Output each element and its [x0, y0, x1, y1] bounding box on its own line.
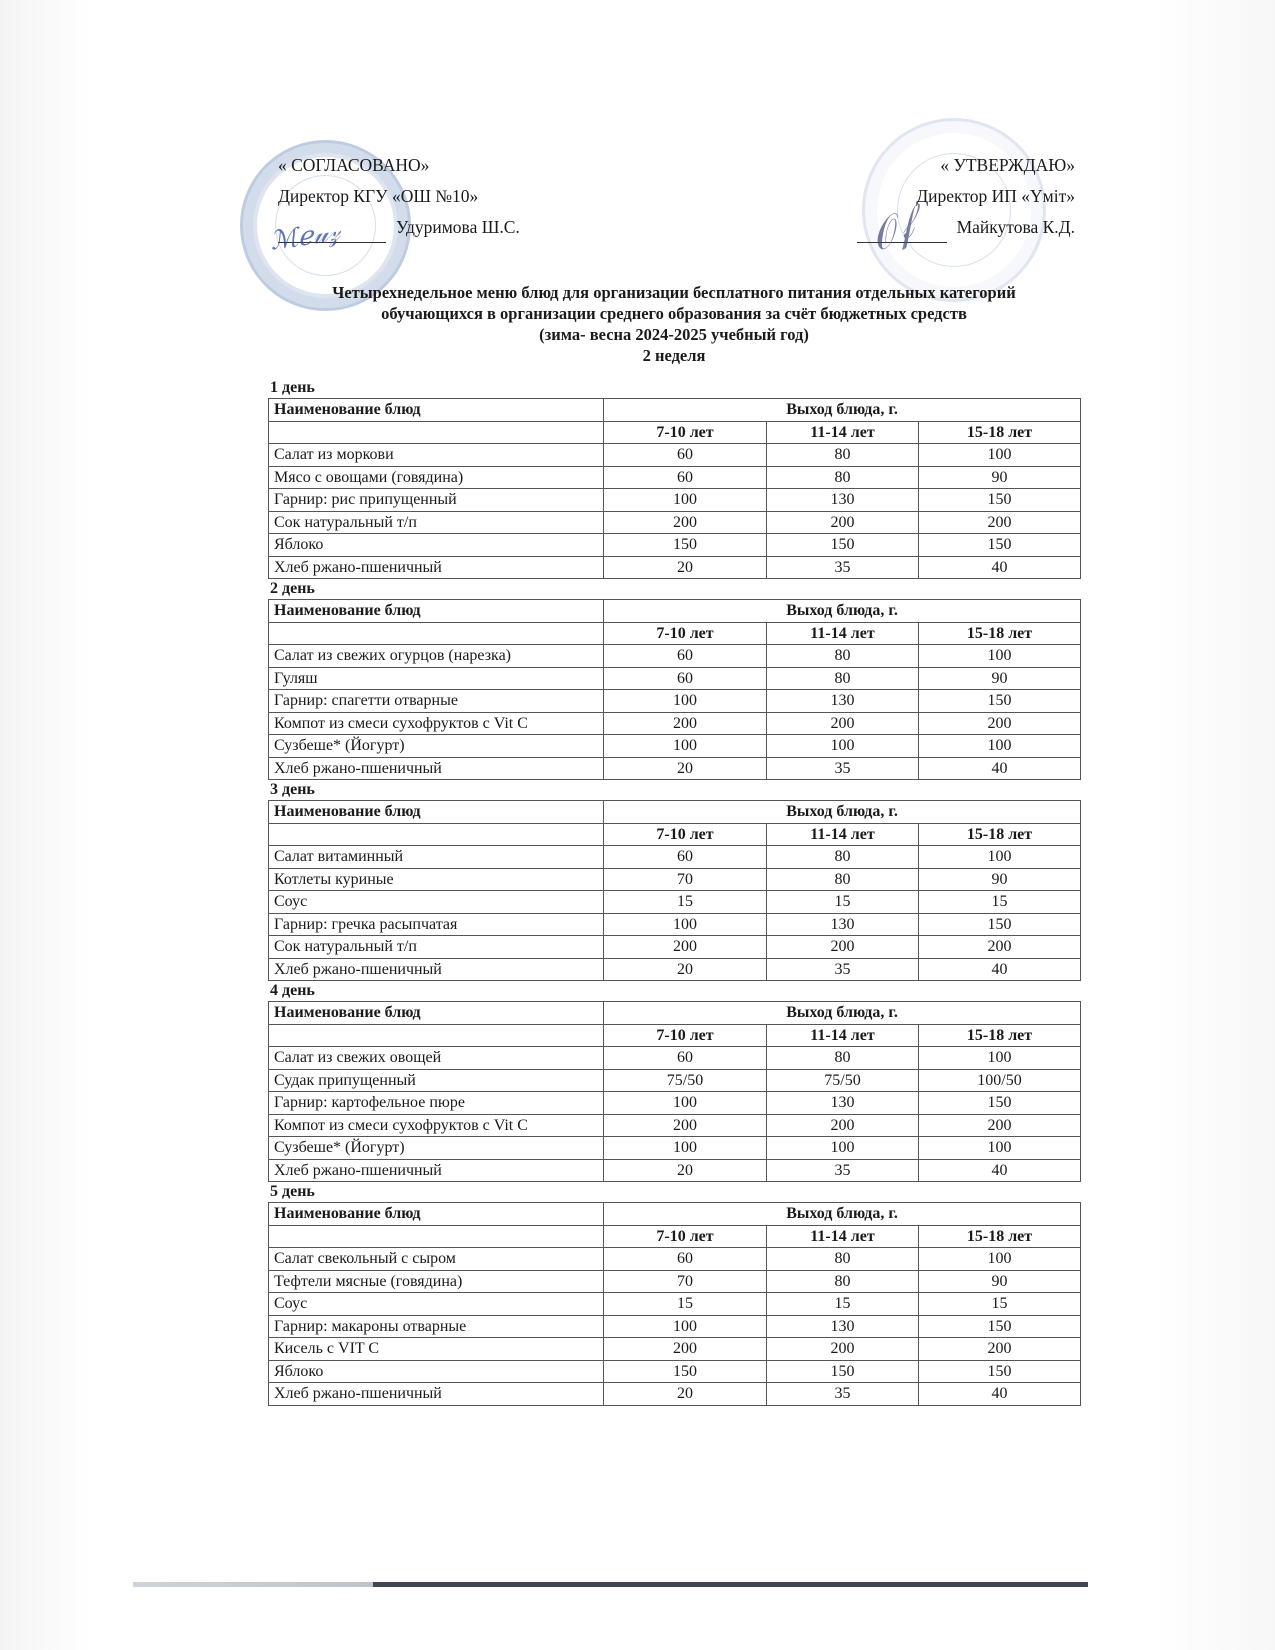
- table-row: [269, 1315, 1081, 1338]
- title-line-3: (зима- весна 2024-2025 учебный год): [539, 325, 809, 344]
- header-empty: [269, 1024, 604, 1047]
- dish-name-cell: Гарнир: рис припущенный: [269, 489, 604, 512]
- dish-name-cell: Сузбеше* (Йогурт): [269, 1137, 604, 1160]
- portion-15-18-cell: 40: [919, 1159, 1081, 1182]
- dish-name-cell: Тефтели мясные (говядина): [269, 1270, 604, 1293]
- portion-15-18-cell: 90: [919, 466, 1081, 489]
- portion-15-18-cell: 200: [919, 1114, 1081, 1137]
- table-row: [269, 690, 1081, 713]
- table-row: [269, 1383, 1081, 1406]
- header-dish-name: Наименование блюд: [269, 1002, 604, 1025]
- menu-content: [268, 378, 1080, 1406]
- dish-name-cell: Мясо с овощами (говядина): [269, 466, 604, 489]
- portion-15-18-cell: 100: [919, 645, 1081, 668]
- portion-11-14-cell: 80: [767, 846, 919, 869]
- table-header-row: [269, 801, 1081, 824]
- approval-name: Удуримова Ш.С.: [396, 217, 520, 237]
- portion-11-14-cell: 100: [767, 735, 919, 758]
- portion-15-18-cell: 100: [919, 1248, 1081, 1271]
- dish-name-cell: Котлеты куриные: [269, 868, 604, 891]
- approval-name: Майкутова К.Д.: [956, 217, 1075, 237]
- portion-7-10-cell: 100: [604, 1315, 767, 1338]
- dish-name-cell: Кисель с VIT C: [269, 1338, 604, 1361]
- header-age-7-10: 7-10 лет: [604, 823, 767, 846]
- portion-11-14-cell: 80: [767, 868, 919, 891]
- header-age-7-10: 7-10 лет: [604, 1024, 767, 1047]
- header-age-11-14: 11-14 лет: [767, 622, 919, 645]
- portion-15-18-cell: 40: [919, 958, 1081, 981]
- portion-7-10-cell: 20: [604, 1159, 767, 1182]
- portion-11-14-cell: 200: [767, 1114, 919, 1137]
- portion-15-18-cell: 150: [919, 1092, 1081, 1115]
- header-dish-name: Наименование блюд: [269, 399, 604, 422]
- header-empty: [269, 421, 604, 444]
- header-age-15-18: 15-18 лет: [919, 1225, 1081, 1248]
- portion-7-10-cell: 100: [604, 1137, 767, 1160]
- approval-position: Директор ИП «Үміт»: [916, 186, 1075, 206]
- portion-15-18-cell: 150: [919, 1360, 1081, 1383]
- portion-11-14-cell: 80: [767, 444, 919, 467]
- table-row: [269, 735, 1081, 758]
- portion-15-18-cell: 150: [919, 534, 1081, 557]
- dish-name-cell: Гуляш: [269, 667, 604, 690]
- portion-11-14-cell: 35: [767, 556, 919, 579]
- portion-15-18-cell: 90: [919, 1270, 1081, 1293]
- portion-15-18-cell: 200: [919, 712, 1081, 735]
- portion-15-18-cell: 150: [919, 913, 1081, 936]
- portion-7-10-cell: 20: [604, 556, 767, 579]
- table-row: [269, 645, 1081, 668]
- portion-15-18-cell: 40: [919, 556, 1081, 579]
- header-age-15-18: 15-18 лет: [919, 421, 1081, 444]
- table-row: [269, 1293, 1081, 1316]
- table-row: [269, 534, 1081, 557]
- title-line-1: Четырехнедельное меню блюд для организации бесплатного питания отдельных категорий: [332, 283, 1016, 302]
- header-output: Выход блюда, г.: [604, 1203, 1081, 1226]
- dish-name-cell: Судак припущенный: [269, 1069, 604, 1092]
- header-age-7-10: 7-10 лет: [604, 622, 767, 645]
- portion-15-18-cell: 150: [919, 489, 1081, 512]
- table-row: [269, 868, 1081, 891]
- portion-15-18-cell: 100: [919, 735, 1081, 758]
- portion-7-10-cell: 60: [604, 846, 767, 869]
- portion-11-14-cell: 130: [767, 489, 919, 512]
- table-row: [269, 891, 1081, 914]
- dish-name-cell: Соус: [269, 891, 604, 914]
- portion-7-10-cell: 20: [604, 1383, 767, 1406]
- table-row: [269, 1360, 1081, 1383]
- table-subheader-row: [269, 1225, 1081, 1248]
- signature-icon: 𝒪𝒻: [862, 201, 921, 261]
- portion-15-18-cell: 150: [919, 1315, 1081, 1338]
- portion-11-14-cell: 200: [767, 712, 919, 735]
- dish-name-cell: Хлеб ржано-пшеничный: [269, 757, 604, 780]
- portion-15-18-cell: 90: [919, 667, 1081, 690]
- header-dish-name: Наименование блюд: [269, 801, 604, 824]
- header-empty: [269, 1225, 604, 1248]
- day-label: 2 день: [270, 580, 315, 597]
- scan-edge-divider: [133, 1582, 1088, 1587]
- portion-11-14-cell: 130: [767, 913, 919, 936]
- table-row: [269, 1114, 1081, 1137]
- portion-7-10-cell: 100: [604, 913, 767, 936]
- dish-name-cell: Хлеб ржано-пшеничный: [269, 556, 604, 579]
- dish-name-cell: Гарнир: картофельное пюре: [269, 1092, 604, 1115]
- portion-15-18-cell: 100: [919, 846, 1081, 869]
- portion-11-14-cell: 80: [767, 645, 919, 668]
- table-row: [269, 1069, 1081, 1092]
- portion-11-14-cell: 130: [767, 1092, 919, 1115]
- table-row: [269, 846, 1081, 869]
- portion-15-18-cell: 90: [919, 868, 1081, 891]
- week-label: 2 неделя: [642, 346, 706, 365]
- table-row: [269, 1248, 1081, 1271]
- day-label: 1 день: [270, 379, 315, 396]
- portion-7-10-cell: 20: [604, 757, 767, 780]
- portion-11-14-cell: 15: [767, 891, 919, 914]
- day-section: [268, 378, 1080, 579]
- table-header-row: [269, 1203, 1081, 1226]
- portion-7-10-cell: 100: [604, 690, 767, 713]
- menu-table: [268, 800, 1081, 981]
- portion-11-14-cell: 75/50: [767, 1069, 919, 1092]
- portion-11-14-cell: 80: [767, 1047, 919, 1070]
- table-row: [269, 466, 1081, 489]
- portion-7-10-cell: 75/50: [604, 1069, 767, 1092]
- portion-7-10-cell: 60: [604, 444, 767, 467]
- header-dish-name: Наименование блюд: [269, 1203, 604, 1226]
- header-output: Выход блюда, г.: [604, 1002, 1081, 1025]
- portion-7-10-cell: 15: [604, 891, 767, 914]
- portion-11-14-cell: 35: [767, 757, 919, 780]
- table-row: [269, 936, 1081, 959]
- dish-name-cell: Сок натуральный т/п: [269, 936, 604, 959]
- header-age-15-18: 15-18 лет: [919, 622, 1081, 645]
- portion-7-10-cell: 20: [604, 958, 767, 981]
- portion-15-18-cell: 15: [919, 1293, 1081, 1316]
- portion-15-18-cell: 100: [919, 1047, 1081, 1070]
- header-empty: [269, 823, 604, 846]
- table-row: [269, 1047, 1081, 1070]
- table-row: [269, 757, 1081, 780]
- portion-7-10-cell: 200: [604, 511, 767, 534]
- dish-name-cell: Яблоко: [269, 1360, 604, 1383]
- portion-11-14-cell: 80: [767, 667, 919, 690]
- portion-15-18-cell: 200: [919, 511, 1081, 534]
- header-dish-name: Наименование блюд: [269, 600, 604, 623]
- portion-11-14-cell: 200: [767, 936, 919, 959]
- portion-7-10-cell: 150: [604, 534, 767, 557]
- portion-11-14-cell: 200: [767, 511, 919, 534]
- header-output: Выход блюда, г.: [604, 801, 1081, 824]
- header-age-11-14: 11-14 лет: [767, 1024, 919, 1047]
- dish-name-cell: Гарнир: гречка расыпчатая: [269, 913, 604, 936]
- portion-7-10-cell: 60: [604, 1047, 767, 1070]
- portion-7-10-cell: 60: [604, 667, 767, 690]
- header-empty: [269, 622, 604, 645]
- approval-position: Директор КГУ «ОШ №10»: [278, 186, 479, 206]
- portion-11-14-cell: 80: [767, 1270, 919, 1293]
- dish-name-cell: Гарнир: макароны отварные: [269, 1315, 604, 1338]
- table-header-row: [269, 600, 1081, 623]
- header-age-15-18: 15-18 лет: [919, 1024, 1081, 1047]
- menu-table: [268, 1001, 1081, 1182]
- dish-name-cell: Компот из смеси сухофруктов с Vit C: [269, 712, 604, 735]
- portion-7-10-cell: 70: [604, 868, 767, 891]
- portion-7-10-cell: 100: [604, 1092, 767, 1115]
- portion-7-10-cell: 100: [604, 735, 767, 758]
- table-row: [269, 1270, 1081, 1293]
- table-subheader-row: [269, 421, 1081, 444]
- table-row: [269, 511, 1081, 534]
- table-header-row: [269, 399, 1081, 422]
- title-line-2: обучающихся в организации среднего образования за счёт бюджетных средств: [381, 304, 967, 323]
- day-label: 3 день: [270, 781, 315, 798]
- table-row: [269, 958, 1081, 981]
- table-row: [269, 556, 1081, 579]
- portion-7-10-cell: 70: [604, 1270, 767, 1293]
- header-output: Выход блюда, г.: [604, 399, 1081, 422]
- day-label: 4 день: [270, 982, 315, 999]
- table-row: [269, 667, 1081, 690]
- header-age-15-18: 15-18 лет: [919, 823, 1081, 846]
- portion-11-14-cell: 130: [767, 1315, 919, 1338]
- table-row: [269, 1092, 1081, 1115]
- signature-icon: ℳℯ𝓊𝓏: [268, 217, 342, 257]
- portion-11-14-cell: 80: [767, 1248, 919, 1271]
- dish-name-cell: Сузбеше* (Йогурт): [269, 735, 604, 758]
- header-age-11-14: 11-14 лет: [767, 823, 919, 846]
- dish-name-cell: Соус: [269, 1293, 604, 1316]
- dish-name-cell: Гарнир: спагетти отварные: [269, 690, 604, 713]
- portion-15-18-cell: 200: [919, 1338, 1081, 1361]
- portion-11-14-cell: 150: [767, 534, 919, 557]
- dish-name-cell: Хлеб ржано-пшеничный: [269, 1159, 604, 1182]
- dish-name-cell: Салат свекольный с сыром: [269, 1248, 604, 1271]
- header-age-11-14: 11-14 лет: [767, 421, 919, 444]
- portion-11-14-cell: 35: [767, 1159, 919, 1182]
- portion-11-14-cell: 200: [767, 1338, 919, 1361]
- menu-table: [268, 398, 1081, 579]
- portion-11-14-cell: 15: [767, 1293, 919, 1316]
- table-header-row: [269, 1002, 1081, 1025]
- table-subheader-row: [269, 1024, 1081, 1047]
- portion-7-10-cell: 150: [604, 1360, 767, 1383]
- portion-11-14-cell: 35: [767, 958, 919, 981]
- dish-name-cell: Салат из моркови: [269, 444, 604, 467]
- portion-11-14-cell: 80: [767, 466, 919, 489]
- table-row: [269, 913, 1081, 936]
- portion-15-18-cell: 100: [919, 444, 1081, 467]
- table-row: [269, 444, 1081, 467]
- portion-15-18-cell: 150: [919, 690, 1081, 713]
- portion-7-10-cell: 15: [604, 1293, 767, 1316]
- table-subheader-row: [269, 823, 1081, 846]
- table-subheader-row: [269, 622, 1081, 645]
- portion-11-14-cell: 130: [767, 690, 919, 713]
- portion-7-10-cell: 200: [604, 712, 767, 735]
- dish-name-cell: Компот из смеси сухофруктов с Vit C: [269, 1114, 604, 1137]
- header-output: Выход блюда, г.: [604, 600, 1081, 623]
- portion-7-10-cell: 200: [604, 936, 767, 959]
- header-age-7-10: 7-10 лет: [604, 1225, 767, 1248]
- portion-7-10-cell: 200: [604, 1114, 767, 1137]
- day-label: 5 день: [270, 1183, 315, 1200]
- dish-name-cell: Салат витаминный: [269, 846, 604, 869]
- approval-heading: « УТВЕРЖДАЮ»: [940, 155, 1075, 175]
- portion-7-10-cell: 100: [604, 489, 767, 512]
- menu-table: [268, 599, 1081, 780]
- table-row: [269, 1137, 1081, 1160]
- day-section: [268, 780, 1080, 981]
- portion-11-14-cell: 35: [767, 1383, 919, 1406]
- dish-name-cell: Салат из свежих овощей: [269, 1047, 604, 1070]
- menu-table: [268, 1202, 1081, 1406]
- portion-15-18-cell: 100: [919, 1137, 1081, 1160]
- day-section: [268, 579, 1080, 780]
- dish-name-cell: Хлеб ржано-пшеничный: [269, 958, 604, 981]
- table-row: [269, 1338, 1081, 1361]
- dish-name-cell: Хлеб ржано-пшеничный: [269, 1383, 604, 1406]
- header-age-7-10: 7-10 лет: [604, 421, 767, 444]
- document-title: [268, 282, 1080, 366]
- approval-heading: « СОГЛАСОВАНО»: [278, 155, 430, 175]
- dish-name-cell: Яблоко: [269, 534, 604, 557]
- dish-name-cell: Салат из свежих огурцов (нарезка): [269, 645, 604, 668]
- portion-15-18-cell: 15: [919, 891, 1081, 914]
- table-row: [269, 1159, 1081, 1182]
- portion-15-18-cell: 100/50: [919, 1069, 1081, 1092]
- portion-7-10-cell: 200: [604, 1338, 767, 1361]
- table-row: [269, 489, 1081, 512]
- portion-11-14-cell: 100: [767, 1137, 919, 1160]
- portion-7-10-cell: 60: [604, 466, 767, 489]
- portion-7-10-cell: 60: [604, 1248, 767, 1271]
- dish-name-cell: Сок натуральный т/п: [269, 511, 604, 534]
- day-section: [268, 1182, 1080, 1406]
- portion-15-18-cell: 40: [919, 757, 1081, 780]
- header-age-11-14: 11-14 лет: [767, 1225, 919, 1248]
- portion-15-18-cell: 200: [919, 936, 1081, 959]
- table-row: [269, 712, 1081, 735]
- portion-11-14-cell: 150: [767, 1360, 919, 1383]
- portion-7-10-cell: 60: [604, 645, 767, 668]
- portion-15-18-cell: 40: [919, 1383, 1081, 1406]
- day-section: [268, 981, 1080, 1182]
